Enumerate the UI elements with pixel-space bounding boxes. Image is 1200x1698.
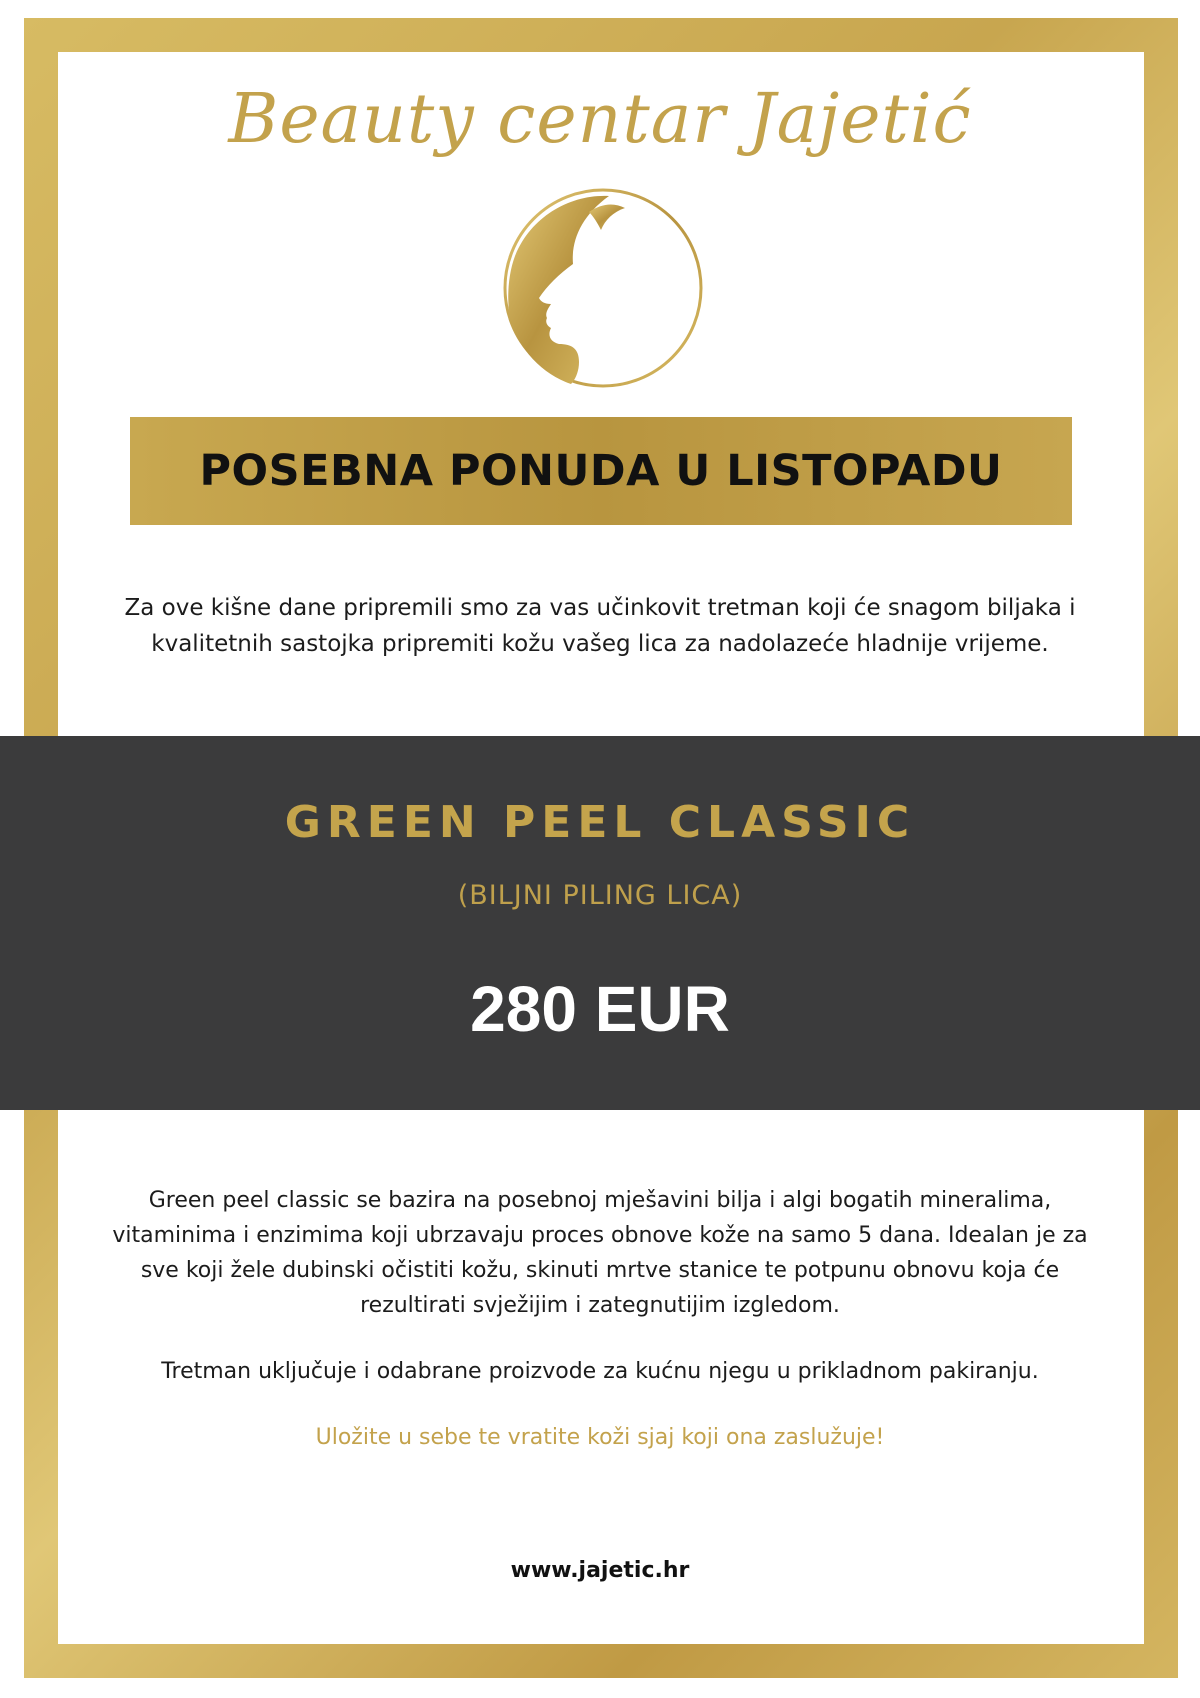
website-link[interactable]: www.jajetic.hr (510, 1558, 690, 1583)
offer-banner (130, 417, 1072, 525)
product-name: GREEN PEEL CLASSIC (284, 797, 916, 848)
offer-banner-title: POSEBNA PONUDA U LISTOPADU (199, 446, 1003, 496)
description-paragraph-1: Green peel classic se bazira na posebnoj mješavini bilja i algi bogatih mineralima, vitaminima i enzimima koji ubrzavaju proces obnove kože na samo 5 dana. Idealan je za sve koji žele dubinski očistiti kožu, skinuti mrtve stanice te potpunu obnovu koja će rezultirati svježijim i zategnutijim izgledom. (112, 1188, 1088, 1318)
intro-text: Za ove kišne dane pripremili smo za vas učinkovit tretman koji će snagom biljaka i kvalitetnih sastojka pripremiti kožu vašeg lica za nadolazeće hladnije vrijeme. (124, 595, 1076, 657)
description-paragraph-2: Tretman uključuje i odabrane proizvode za kućnu njegu u prikladnom pakiranju. (161, 1359, 1039, 1384)
product-price: 280 EUR (470, 973, 730, 1045)
brand-logo-text: Beauty centar Jajetić (228, 80, 972, 159)
woman-profile-emblem-icon (501, 186, 705, 388)
description-block (110, 1183, 1090, 1455)
product-subtitle: (BILJNI PILING LICA) (457, 880, 743, 911)
product-band (0, 736, 1200, 1110)
tagline: Uložite u sebe te vratite koži sjaj koji ona zaslužuje! (315, 1425, 885, 1450)
